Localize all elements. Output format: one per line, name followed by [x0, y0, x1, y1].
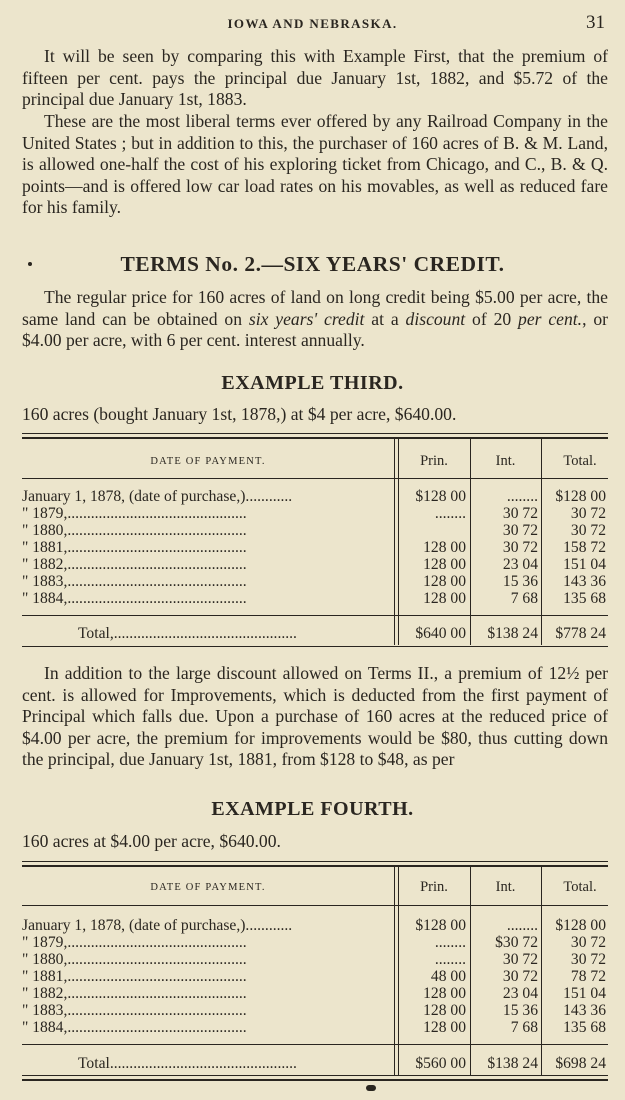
row-int: 30 72 [502, 539, 538, 556]
table-rule [22, 861, 608, 862]
row-prin: $128 00 [415, 488, 466, 505]
total-prin: $560 00 [415, 1055, 466, 1072]
column-header-int: Int. [495, 879, 516, 895]
example-fourth-heading: EXAMPLE FOURTH. [211, 798, 414, 820]
row-total: 143 36 [563, 573, 606, 590]
row-prin: 128 00 [423, 985, 466, 1002]
total-total: $698 24 [555, 1055, 606, 1072]
row-int: 15 36 [502, 1002, 538, 1019]
paragraph-discount-premium [22, 663, 608, 771]
column-header-int: Int. [495, 453, 516, 469]
paragraph-regular-price-text-3: of 20 [465, 308, 519, 329]
row-total: 30 72 [570, 951, 606, 968]
row-int: 23 04 [502, 556, 538, 573]
paragraph-liberal-terms-text: These are the most liberal terms ever offered by any Railroad Company in the United States ; but in addition to this, the purchaser of 160 acres of B. & M. Land, is allowed one-half the cost of his exploring ticket from Chicago, and C., B. & Q. points—and is offered low car load rates on his movables, as well as reduced fare for his family. [22, 111, 608, 217]
page-number: 31 [586, 12, 605, 33]
row-total: 78 72 [570, 968, 606, 985]
example-fourth-caption: 160 acres at $4.00 per acre, $640.00. [22, 831, 281, 851]
row-total: 151 04 [563, 985, 606, 1002]
table-rule [22, 1044, 608, 1045]
total-total: $778 24 [555, 625, 606, 642]
page-header [0, 14, 625, 36]
column-header-total: Total. [563, 879, 597, 895]
paragraph-regular-price-text: The regular price for 160 acres of land on long credit being $5.00 per acre, the same land can be obtained on [22, 287, 608, 329]
row-total: 30 72 [570, 934, 606, 951]
total-int: $138 24 [487, 1055, 538, 1072]
column-header-date: DATE OF PAYMENT. [150, 882, 266, 893]
row-total: 143 36 [563, 1002, 606, 1019]
row-date: " 1883,.............................................. [22, 574, 247, 590]
paragraph-discount-premium-text-2: per cent. is allowed for Improvements, which is deducted from the first payment of Principal which falls due. Upon a purchase of 160 acres at the reduced price of $4.00 per acre, the premium for improvements would be $80, thus cutting down the principal, due January 1st, 1881, from $128 to $48, as per [22, 663, 608, 769]
row-int: 30 72 [502, 505, 538, 522]
row-total: $128 00 [555, 917, 606, 934]
ink-mark [366, 1085, 376, 1091]
row-date: " 1882,.............................................. [22, 557, 247, 573]
column-header-total: Total. [563, 453, 597, 469]
paragraph-regular-price-text-2: at a [364, 308, 406, 329]
row-date: " 1881,.............................................. [22, 969, 247, 985]
table-rule [22, 437, 608, 439]
total-label: Total................................................ [78, 1056, 297, 1072]
paragraph-regular-price [22, 287, 608, 352]
column-header-date: DATE OF PAYMENT. [150, 456, 266, 467]
table-rule [22, 1079, 608, 1081]
paragraph-liberal-terms [22, 111, 608, 219]
row-prin: 128 00 [423, 539, 466, 556]
row-int: $30 72 [495, 934, 538, 951]
row-total: $128 00 [555, 488, 606, 505]
row-prin: $128 00 [415, 917, 466, 934]
row-total: 158 72 [563, 539, 606, 556]
running-title: IOWA AND NEBRASKA. [227, 16, 398, 31]
row-total: 30 72 [570, 522, 606, 539]
total-label: Total,............................................... [78, 626, 297, 642]
table-rule [22, 478, 608, 479]
paragraph-regular-price-text-4: , or $4.00 per acre, with 6 per cent. interest annually. [22, 308, 609, 350]
row-prin: 128 00 [423, 1002, 466, 1019]
row-int: 7 68 [510, 1019, 538, 1036]
column-header-prin: Prin. [420, 453, 448, 469]
row-total: 135 68 [563, 1019, 606, 1036]
fraction-half: ½ [566, 663, 580, 683]
row-prin: ........ [434, 505, 466, 522]
row-int: ........ [506, 488, 538, 505]
row-date: " 1880,.............................................. [22, 952, 247, 968]
table-rule [22, 905, 608, 906]
table-rule [22, 433, 608, 434]
row-date: " 1880,.............................................. [22, 523, 247, 539]
row-prin: 128 00 [423, 590, 466, 607]
table-rule [22, 646, 608, 647]
emphasis-per-cent: per cent. [518, 308, 583, 329]
row-date: January 1, 1878, (date of purchase,)............ [22, 489, 293, 505]
table-rule [22, 615, 608, 616]
terms-heading: TERMS No. 2.—SIX YEARS' CREDIT. [120, 252, 505, 276]
row-total: 151 04 [563, 556, 606, 573]
row-date: " 1884,.............................................. [22, 1020, 247, 1036]
table-rule [22, 865, 608, 867]
row-date: " 1881,.............................................. [22, 540, 247, 556]
row-int: 30 72 [502, 951, 538, 968]
row-prin: 48 00 [430, 968, 466, 985]
row-date: " 1879,.............................................. [22, 506, 247, 522]
row-int: 15 36 [502, 573, 538, 590]
row-prin: 128 00 [423, 556, 466, 573]
emphasis-six-years-credit: six years' credit [248, 308, 365, 329]
row-date: " 1884,.............................................. [22, 591, 247, 607]
row-total: 135 68 [563, 590, 606, 607]
row-date: " 1883,.............................................. [22, 1003, 247, 1019]
column-header-prin: Prin. [420, 879, 448, 895]
total-prin: $640 00 [415, 625, 466, 642]
row-prin: 128 00 [423, 1019, 466, 1036]
emphasis-discount: discount [405, 308, 466, 329]
example-third-caption: 160 acres (bought January 1st, 1878,) at $4 per acre, $640.00. [22, 404, 457, 424]
row-date: " 1882,.............................................. [22, 986, 247, 1002]
row-int: 23 04 [502, 985, 538, 1002]
row-int: 7 68 [510, 590, 538, 607]
row-total: 30 72 [570, 505, 606, 522]
row-int: 30 72 [502, 968, 538, 985]
row-prin: 128 00 [423, 573, 466, 590]
table-rule [22, 1075, 608, 1076]
paragraph-comparison-text: It will be seen by comparing this with Example First, that the premium of fifteen per cent. pays the principal due January 1st, 1882, and $5.72 of the principal due January 1st, 1883. [22, 46, 608, 109]
row-prin: ........ [434, 934, 466, 951]
paragraph-comparison [22, 46, 608, 111]
total-int: $138 24 [487, 625, 538, 642]
row-date: " 1879,.............................................. [22, 935, 247, 951]
row-int: ........ [506, 917, 538, 934]
row-int: 30 72 [502, 522, 538, 539]
example-third-heading: EXAMPLE THIRD. [221, 372, 404, 394]
row-prin: ........ [434, 951, 466, 968]
row-date: January 1, 1878, (date of purchase,)............ [22, 918, 293, 934]
paragraph-discount-premium-text: In addition to the large discount allowed on Terms II., a premium of 12 [44, 663, 567, 683]
